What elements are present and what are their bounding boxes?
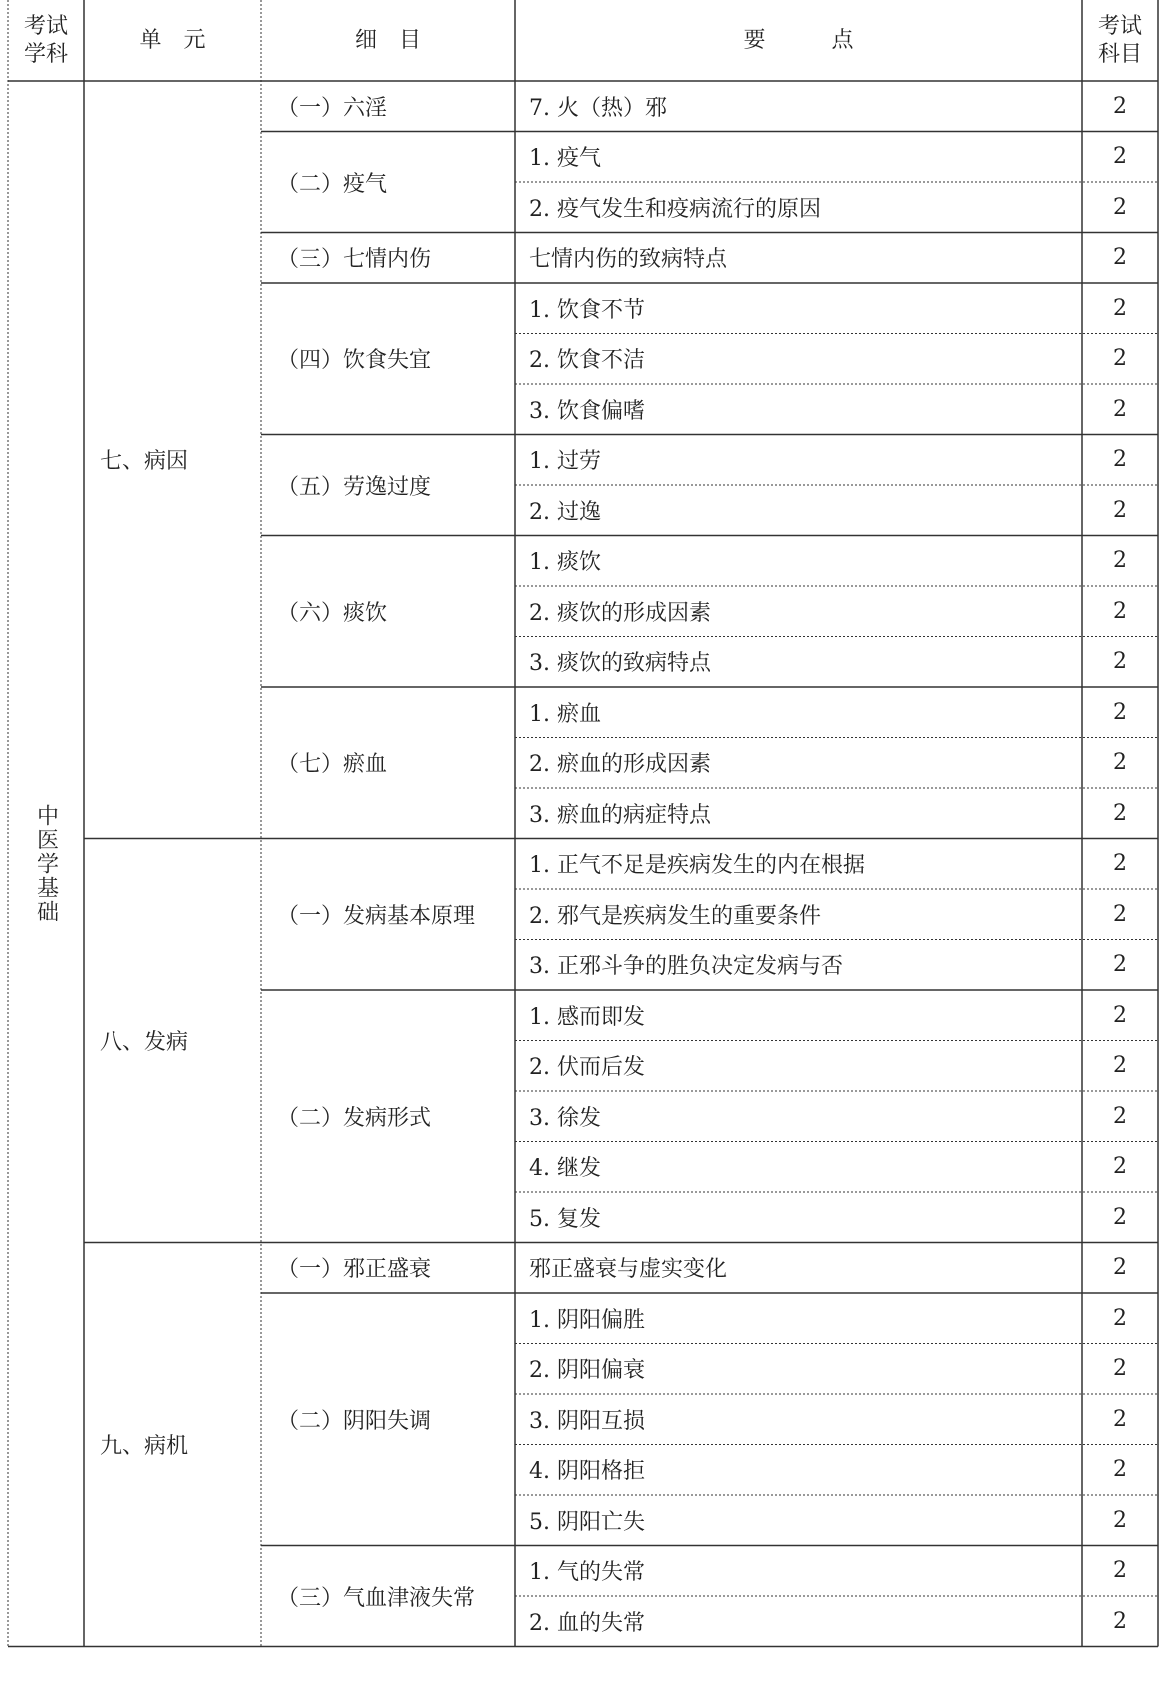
point-text: 3. 正邪斗争的胜负决定发病与否 <box>529 954 843 980</box>
detail-name: （七）瘀血 <box>277 752 388 778</box>
point-text: 2. 饮食不洁 <box>529 348 645 374</box>
point-text: 2. 血的失常 <box>529 1610 645 1636</box>
detail-name: （六）痰饮 <box>277 600 388 626</box>
exam-subject-code: 2 <box>1113 396 1127 422</box>
unit-name: 七、病因 <box>100 449 189 475</box>
detail-name: （一）发病基本原理 <box>277 903 476 929</box>
point-text: 7. 火（热）邪 <box>529 95 667 121</box>
point-text: 2. 疫气发生和疫病流行的原因 <box>529 196 821 222</box>
exam-subject-code: 2 <box>1113 901 1127 927</box>
exam-subject-code: 2 <box>1113 144 1127 170</box>
unit-name: 八、发病 <box>100 1030 189 1055</box>
exam-subject-code: 2 <box>1113 194 1127 220</box>
exam-subject-code: 2 <box>1113 497 1127 523</box>
exam-subject-code: 2 <box>1113 548 1127 574</box>
point-text: 1. 感而即发 <box>529 1004 645 1030</box>
point-text: 5. 复发 <box>529 1206 601 1232</box>
header-unit: 单 元 <box>139 27 206 53</box>
exam-subject-code: 2 <box>1113 1356 1127 1382</box>
detail-name: （二）阴阳失调 <box>277 1408 432 1434</box>
point-text: 5. 阴阳亡失 <box>529 1509 645 1535</box>
exam-subject-code: 2 <box>1113 1406 1127 1432</box>
point-text: 邪正盛衰与虚实变化 <box>529 1257 728 1283</box>
exam-subject-code: 2 <box>1113 1002 1127 1028</box>
point-text: 1. 正气不足是疾病发生的内在根据 <box>529 853 865 879</box>
point-text: 3. 阴阳互损 <box>529 1408 645 1434</box>
exam-subject-code: 2 <box>1113 1204 1127 1230</box>
point-text: 2. 阴阳偏衰 <box>529 1358 645 1384</box>
point-text: 1. 疫气 <box>529 146 601 172</box>
exam-subject-code: 2 <box>1113 1053 1127 1079</box>
point-text: 3. 饮食偏嗜 <box>529 398 645 424</box>
detail-name: （二）发病形式 <box>277 1105 432 1131</box>
point-text: 1. 饮食不节 <box>529 297 645 323</box>
subject-name: 中医学基础 <box>33 803 59 924</box>
detail-name: （三）气血津液失常 <box>277 1585 476 1611</box>
header-exam: 考试 科目 <box>1097 13 1142 67</box>
point-text: 3. 瘀血的病症特点 <box>529 802 711 828</box>
unit-name: 九、病机 <box>100 1434 189 1459</box>
point-text: 3. 痰饮的致病特点 <box>529 651 711 677</box>
detail-name: （三）七情内伤 <box>277 247 432 273</box>
exam-subject-code: 2 <box>1113 346 1127 372</box>
point-text: 1. 过劳 <box>529 449 601 475</box>
detail-name: （二）疫气 <box>277 171 388 197</box>
header-points: 要 点 <box>743 27 854 53</box>
exam-subject-code: 2 <box>1113 1255 1127 1281</box>
exam-subject-code: 2 <box>1113 1558 1127 1584</box>
point-text: 1. 瘀血 <box>529 701 601 727</box>
exam-subject-code: 2 <box>1113 1103 1127 1129</box>
exam-subject-code: 2 <box>1113 1507 1127 1533</box>
point-text: 2. 瘀血的形成因素 <box>529 752 711 778</box>
point-text: 4. 继发 <box>529 1156 601 1182</box>
exam-subject-code: 2 <box>1113 1154 1127 1180</box>
exam-subject-code: 2 <box>1113 1457 1127 1483</box>
point-text: 3. 徐发 <box>529 1105 601 1131</box>
exam-subject-code: 2 <box>1113 1305 1127 1331</box>
exam-subject-code: 2 <box>1113 93 1127 119</box>
point-text: 2. 邪气是疾病发生的重要条件 <box>529 903 821 929</box>
exam-subject-code: 2 <box>1113 952 1127 978</box>
header-subject: 考试 学科 <box>23 13 68 67</box>
exam-subject-code: 2 <box>1113 800 1127 826</box>
point-text: 七情内伤的致病特点 <box>529 247 728 273</box>
point-text: 2. 过逸 <box>529 499 601 525</box>
detail-name: （一）六淫 <box>277 95 388 121</box>
exam-subject-code: 2 <box>1113 598 1127 624</box>
point-text: 1. 痰饮 <box>529 550 601 576</box>
detail-name: （四）饮食失宜 <box>277 348 432 374</box>
exam-subject-code: 2 <box>1113 699 1127 725</box>
point-text: 2. 伏而后发 <box>529 1055 645 1081</box>
point-text: 4. 阴阳格拒 <box>529 1459 645 1485</box>
exam-subject-code: 2 <box>1113 245 1127 271</box>
exam-subject-code: 2 <box>1113 649 1127 675</box>
exam-subject-code: 2 <box>1113 1608 1127 1634</box>
exam-subject-code: 2 <box>1113 851 1127 877</box>
point-text: 1. 气的失常 <box>529 1560 645 1586</box>
detail-name: （五）劳逸过度 <box>277 474 432 500</box>
exam-subject-code: 2 <box>1113 750 1127 776</box>
point-text: 1. 阴阳偏胜 <box>529 1307 645 1333</box>
point-text: 2. 痰饮的形成因素 <box>529 600 711 626</box>
exam-subject-code: 2 <box>1113 295 1127 321</box>
header-detail: 细 目 <box>354 27 421 53</box>
detail-name: （一）邪正盛衰 <box>277 1257 432 1283</box>
exam-subject-code: 2 <box>1113 447 1127 473</box>
